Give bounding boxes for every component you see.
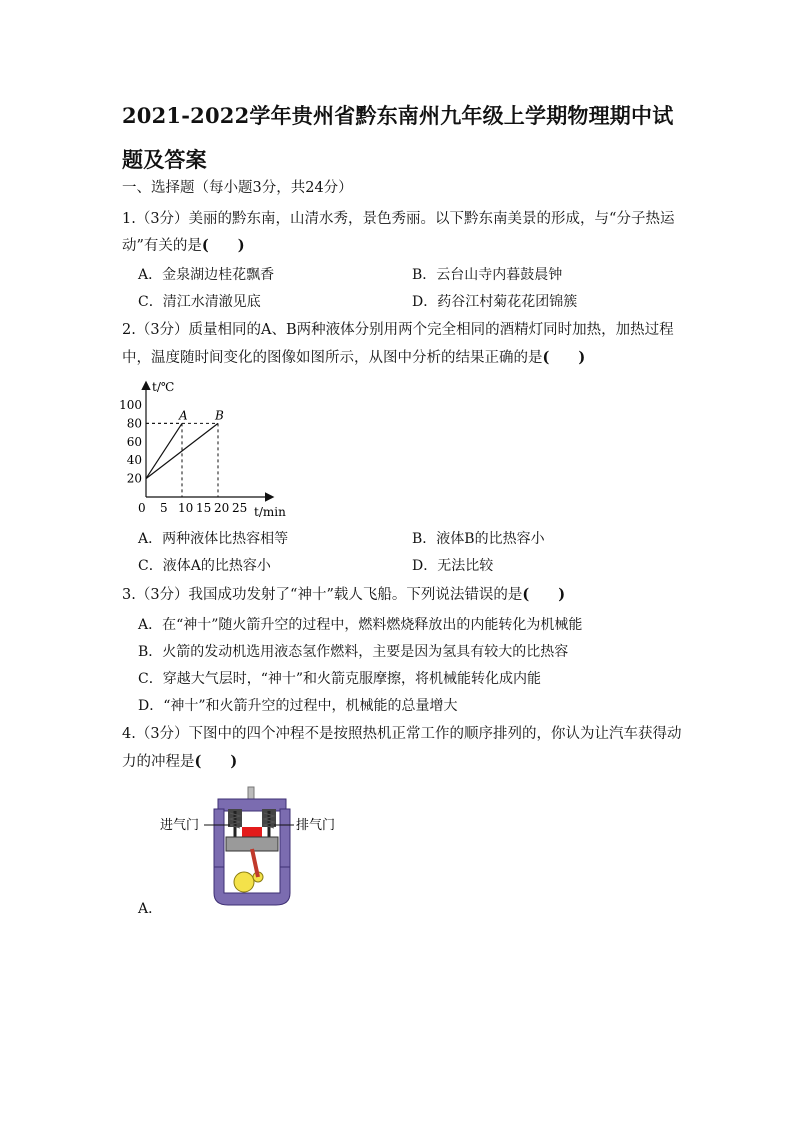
x-tick-label: 0 bbox=[138, 501, 146, 515]
q3-answer-paren: ( ) bbox=[522, 586, 566, 603]
q2-option-c: C．液体A的比热容小 bbox=[138, 558, 271, 574]
q4-answer-paren: ( ) bbox=[194, 753, 238, 770]
y-axis-label: t/℃ bbox=[152, 380, 175, 394]
q4-stem-line2 bbox=[122, 752, 237, 772]
engine-stroke-diagram bbox=[158, 785, 343, 910]
x-tick-label: 25 bbox=[232, 501, 248, 515]
q1-option-b: B．云台山寺内暮鼓晨钟 bbox=[412, 267, 563, 283]
crankshaft bbox=[234, 872, 254, 892]
q2-stem-text: 中，温度随时间变化的图像如图所示，从图中分析的结果正确的是 bbox=[122, 350, 543, 366]
page-title: 2021-2022学年贵州省黔东南州九年级上学期物理期中试题及答案 bbox=[122, 103, 674, 172]
y-tick-label: 20 bbox=[126, 471, 142, 486]
q2-stem-line2 bbox=[122, 348, 585, 368]
y-tick-label: 100 bbox=[119, 398, 142, 412]
temperature-time-chart bbox=[112, 377, 322, 525]
q1-option-a: A．金泉湖边桂花飘香 bbox=[138, 267, 275, 283]
q3-stem-text: 3.（3分）我国成功发射了“神十”载人飞船。下列说法错误的是 bbox=[122, 587, 523, 603]
x-axis-label: t/min bbox=[254, 505, 286, 519]
q3-option-d: D．“神十”和火箭升空的过程中，机械能的总量增大 bbox=[138, 698, 458, 714]
section-heading: 一、选择题（每小题3分，共24分） bbox=[122, 180, 353, 196]
q1-stem-line2 bbox=[122, 236, 245, 256]
combustion-chamber bbox=[242, 827, 262, 837]
q4-option-a: A． bbox=[138, 901, 163, 917]
y-tick-label: 80 bbox=[126, 416, 142, 431]
q2-option-b: B．液体B的比热容小 bbox=[412, 531, 545, 547]
q3-option-b: B．火箭的发动机选用液态氢作燃料，主要是因为氢具有较大的比热容 bbox=[138, 644, 569, 660]
q2-answer-paren: ( ) bbox=[542, 349, 586, 366]
cylinder-wall-left bbox=[214, 809, 224, 867]
q2-option-a: A．两种液体比热容相等 bbox=[138, 531, 289, 547]
series-line bbox=[146, 423, 182, 478]
piston bbox=[226, 837, 278, 851]
x-tick-label: 5 bbox=[160, 501, 168, 515]
intake-valve-label: 进气门 bbox=[160, 818, 200, 833]
x-tick-label: 10 bbox=[178, 501, 194, 515]
series-label: A bbox=[179, 408, 188, 423]
q3-option-c: C．穿越大气层时，“神十”和火箭克服摩擦，将机械能转化成内能 bbox=[138, 671, 542, 687]
y-tick-label: 60 bbox=[126, 434, 142, 449]
q1-option-c: C．清江水清澈见底 bbox=[138, 294, 261, 310]
x-tick-label: 15 bbox=[196, 501, 212, 515]
cylinder-wall-right bbox=[280, 809, 290, 867]
series-label: B bbox=[215, 408, 224, 423]
y-tick-label: 40 bbox=[126, 453, 142, 468]
q3-stem bbox=[122, 585, 565, 605]
q1-option-d: D．药谷江村菊花花团锦簇 bbox=[412, 294, 578, 310]
q1-stem-text: 动”有关的是 bbox=[122, 238, 202, 254]
q3-option-a: A．在“神十”随火箭升空的过程中，燃料燃烧释放出的内能转化为机械能 bbox=[138, 617, 583, 633]
exhaust-valve-label: 排气门 bbox=[296, 818, 336, 833]
q1-stem-line1: 1.（3分）美丽的黔东南，山清水秀，景色秀丽。以下黔东南美景的形成，与“分子热运 bbox=[122, 211, 675, 227]
q2-stem-line1: 2.（3分）质量相同的A、B两种液体分别用两个完全相同的酒精灯同时加热，加热过程 bbox=[122, 322, 674, 338]
q1-answer-paren: ( ) bbox=[201, 237, 245, 254]
q4-stem-text: 力的冲程是 bbox=[122, 754, 195, 770]
x-tick-label: 20 bbox=[214, 501, 230, 515]
q2-option-d: D．无法比较 bbox=[412, 558, 494, 574]
q4-stem-line1: 4.（3分）下图中的四个冲程不是按照热机正常工作的顺序排列的，你认为让汽车获得动 bbox=[122, 726, 682, 742]
